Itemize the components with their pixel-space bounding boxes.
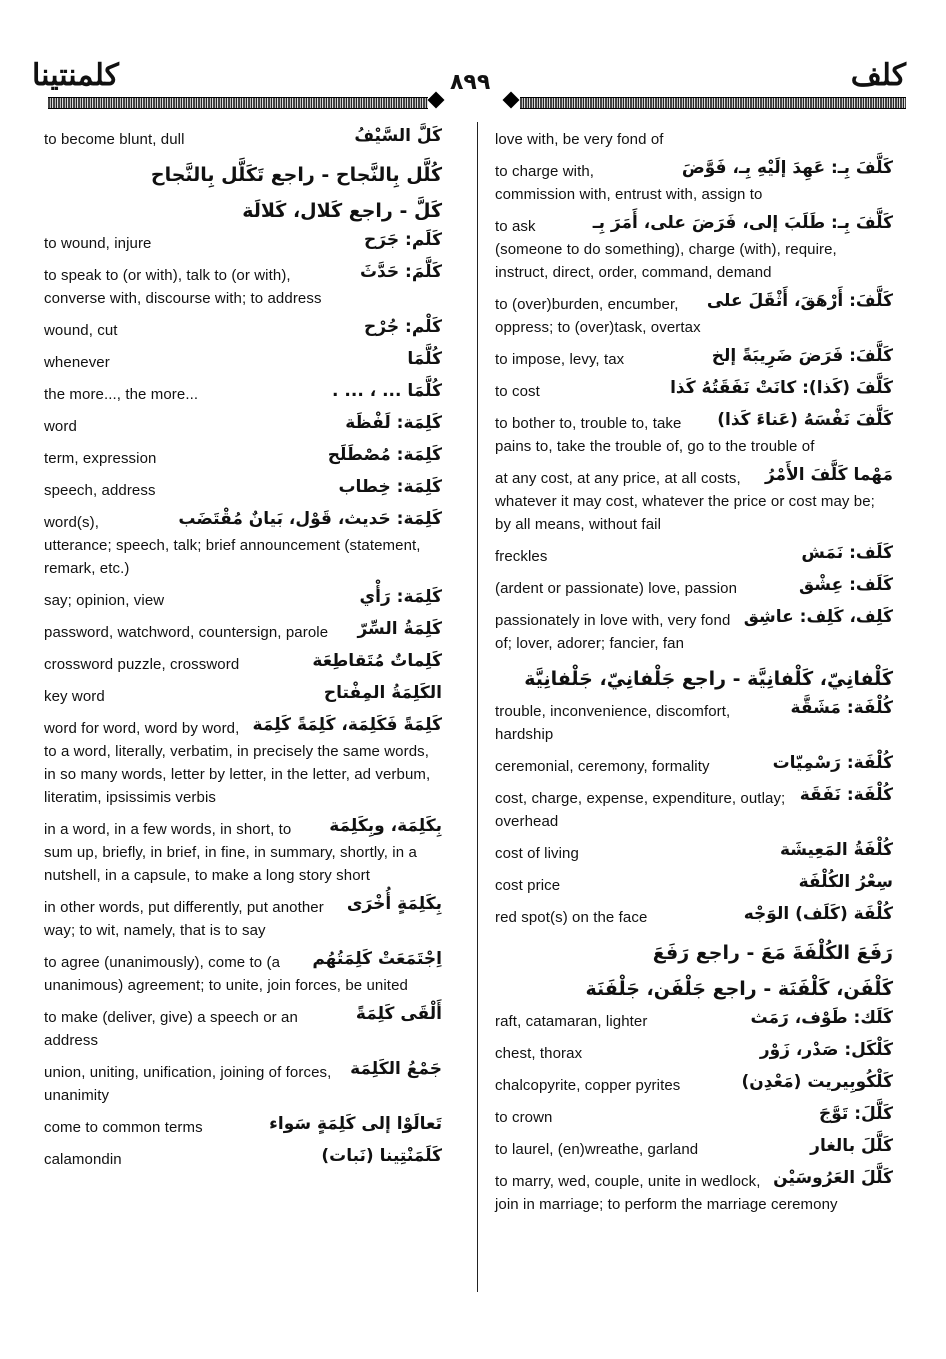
arabic-headword: كَلَّ السَّيْفُ: [350, 125, 442, 148]
arabic-headword: تَعالَوْا إلى كَلِمَةٍ سَواء: [265, 1113, 442, 1136]
dictionary-entry: [495, 128, 893, 151]
page-number: ٨٩٩: [450, 70, 491, 95]
arabic-headword: كَلْم: جُرْح: [360, 316, 442, 339]
english-definition: love with, be very fond of: [495, 131, 664, 148]
english-definition: to cost: [495, 383, 540, 400]
english-definition: key word: [44, 688, 105, 705]
dictionary-entry: [44, 951, 442, 997]
english-definition: cost, charge, expense, expenditure, outlay; overhead: [495, 790, 786, 830]
arabic-headword: كَلِمَةُ السِّرّ: [353, 618, 442, 641]
english-definition: trouble, inconvenience, discomfort, hardship: [495, 703, 731, 743]
english-definition: freckles: [495, 548, 548, 565]
header-rule-right: [520, 97, 906, 109]
english-definition: cost price: [495, 877, 561, 894]
english-definition: chalcopyrite, copper pyrites: [495, 1077, 681, 1094]
dictionary-entry: [495, 293, 893, 339]
arabic-headword: كَلَّلَ: تَوَّجَ: [815, 1103, 893, 1126]
arabic-headword: كَلَم: جَرَح: [360, 229, 442, 252]
english-definition: to ask (someone to do something), charge (with), require, instruct, direct, order, command, demand: [495, 218, 837, 281]
english-definition: to charge with, commission with, entrust with, assign to: [495, 163, 763, 203]
left-column: [44, 128, 442, 1180]
dictionary-entry: [495, 1074, 893, 1097]
english-definition: calamondin: [44, 1151, 122, 1168]
english-definition: to speak to (or with), talk to (or with), converse with, discourse with; to address: [44, 267, 322, 307]
dictionary-entry: [495, 380, 893, 403]
english-definition: whenever: [44, 354, 110, 371]
right-column: [495, 128, 893, 1225]
dictionary-entry: [495, 1138, 893, 1161]
arabic-cross-reference: كَلَّ - راجع كَلال، كَلالَة: [242, 200, 442, 222]
arabic-headword: كُلْفَة: مَشَقَّة: [787, 697, 893, 720]
arabic-headword: كَلِمَةً فَكَلِمَة، كَلِمَةً كَلِمَة: [249, 714, 442, 737]
arabic-headword: بِكَلِمَة، وبِكَلِمَة: [325, 815, 442, 838]
arabic-headword: كُلْفَةُ المَعِيشَة: [776, 839, 893, 862]
arabic-headword: كُلْفَة: نَفَقَة: [796, 784, 893, 807]
header-rule-left: [48, 97, 428, 109]
arabic-headword: كُلْفَة: رَسْمِيّات: [769, 752, 893, 775]
english-definition: the more..., the more...: [44, 386, 199, 403]
arabic-headword: كَلْكَل: صَدْر، زَوْر: [756, 1039, 893, 1062]
arabic-headword: كُلْفَة (كَلَف) الوَجْه: [740, 903, 893, 926]
arabic-headword: كَلِف، كَلِف: عاشِق: [740, 606, 893, 629]
english-definition: (ardent or passionate) love, passion: [495, 580, 738, 597]
rule-diamond-ornament: [428, 92, 445, 109]
arabic-headword: كَلِمَة: رَأْي: [356, 586, 442, 609]
arabic-headword: كَلَك: طَوْف، رَمَث: [747, 1007, 893, 1030]
dictionary-entry: [495, 467, 893, 536]
arabic-cross-reference: كَلْفَن، كَلْفَنَة - راجع جَلْفَن، جَلْفَنَة: [585, 978, 893, 1000]
dictionary-entry: [44, 1116, 442, 1139]
arabic-headword: كَلِمَة: مُصْطَلَح: [324, 444, 442, 467]
dictionary-entry: [44, 128, 442, 151]
running-head-right: كلف: [850, 58, 906, 93]
dictionary-entry: [44, 818, 442, 887]
dictionary-entry: [495, 215, 893, 284]
arabic-headword: كُلَّمَا ... ، ... .: [328, 380, 442, 403]
dictionary-entry: [44, 264, 442, 310]
dictionary-entry: [495, 348, 893, 371]
english-definition: to bother to, trouble to, take pains to, take the trouble of, go to the trouble of: [495, 415, 815, 455]
english-definition: say; opinion, view: [44, 592, 165, 609]
dictionary-entry: [44, 479, 442, 502]
arabic-headword: كَلْكُوبِيريت (مَعْدِن): [737, 1071, 893, 1094]
arabic-headword: كَلَّفَ (كَذا): كانَتْ نَفَقَتُهُ كَذا: [666, 377, 893, 400]
dictionary-entry: [44, 717, 442, 809]
dictionary-entry: [44, 383, 442, 406]
english-definition: to wound, injure: [44, 235, 152, 252]
arabic-headword: كَلَّلَ بالغار: [806, 1135, 893, 1158]
arabic-cross-reference: كُلَّل بِالنَّجاح - راجع تَكَلَّل بِالنَّجاح: [150, 164, 442, 186]
dictionary-entry: [44, 415, 442, 438]
english-definition: wound, cut: [44, 322, 118, 339]
arabic-headword: بِكَلِمَةٍ أُخْرَى: [343, 893, 442, 916]
english-definition: to laurel, (en)wreathe, garland: [495, 1141, 699, 1158]
arabic-headword: سِعْرُ الكُلْفَة: [795, 871, 893, 894]
dictionary-entry: [495, 1170, 893, 1216]
arabic-headword: كَلَّمَ: حَدَّثَ: [356, 261, 442, 284]
dictionary-entry: [495, 1010, 893, 1033]
dictionary-entry: [44, 351, 442, 374]
arabic-headword: كَلِمَة: لَفْظَة: [341, 412, 442, 435]
dictionary-entry: [495, 1042, 893, 1065]
arabic-cross-reference: رَفَعَ الكُلْفَةَ مَعَ - راجع رَفَعَ: [652, 942, 893, 964]
english-definition: word: [44, 418, 77, 435]
dictionary-entry: [495, 842, 893, 865]
dictionary-entry: [495, 874, 893, 897]
arabic-headword: كَلَّفَ بِـ: طَلَبَ إلى، فَرَضَ على، أَمَرَ بِـ: [589, 212, 893, 235]
dictionary-entry: [44, 511, 442, 580]
arabic-headword: اِجْتَمَعَتْ كَلِمَتُهُم: [308, 948, 442, 971]
english-definition: cost of living: [495, 845, 579, 862]
rule-diamond-ornament: [503, 92, 520, 109]
dictionary-entry: [495, 412, 893, 458]
arabic-cross-reference: كَلْفانِيّ، كَلْفانِيَّة - راجع جَلْفانِيّ، جَلْفانِيَّة: [524, 668, 893, 690]
arabic-headword: كَلِمَة: خِطاب: [334, 476, 442, 499]
english-definition: crossword puzzle, crossword: [44, 656, 240, 673]
arabic-headword: كَلَّفَ: فَرَضَ ضَرِيبَةً إلخ: [708, 345, 893, 368]
dictionary-entry: [495, 609, 893, 655]
arabic-headword: كَلَف: نَمَش: [797, 542, 893, 565]
arabic-headword: أَلْقَى كَلِمَةً: [352, 1003, 442, 1026]
english-definition: ceremonial, ceremony, formality: [495, 758, 710, 775]
arabic-headword: كَلِمَة: حَديث، قَوْل، بَيانٌ مُقْتَضَب: [174, 508, 442, 531]
dictionary-entry: [44, 621, 442, 644]
running-head-left: كلمنتينا: [32, 58, 119, 93]
english-definition: raft, catamaran, lighter: [495, 1013, 648, 1030]
arabic-headword: مَهْما كَلَّفَ الأَمْرُ: [761, 464, 893, 487]
column-divider: [477, 122, 478, 1292]
english-definition: union, uniting, unification, joining of forces, unanimity: [44, 1064, 332, 1104]
dictionary-entry: [44, 1006, 442, 1052]
english-definition: red spot(s) on the face: [495, 909, 648, 926]
english-definition: to marry, wed, couple, unite in wedlock, join in marriage; to perform the marriage ceremony: [495, 1173, 838, 1213]
dictionary-entry: [495, 160, 893, 206]
arabic-headword: كَلَّفَ نَفْسَهُ (عَناءَ كَذا): [713, 409, 893, 432]
english-definition: in other words, put differently, put another way; to wit, namely, that is to say: [44, 899, 324, 939]
arabic-headword: كَلِماتٌ مُتَقاطِعَة: [308, 650, 442, 673]
dictionary-entry: [495, 1106, 893, 1129]
english-definition: word(s), utterance; speech, talk; brief announcement (statement, remark, etc.): [44, 514, 421, 577]
english-definition: come to common terms: [44, 1119, 203, 1136]
dictionary-entry: [44, 685, 442, 708]
arabic-headword: كَلَّفَ: أَرْهَقَ، أَثْقَلَ على: [703, 290, 893, 313]
arabic-headword: كَلَّلَ العَرُوسَيْن: [769, 1167, 893, 1190]
dictionary-entry: [495, 755, 893, 778]
arabic-headword: جَمْعُ الكَلِمَة: [346, 1058, 442, 1081]
english-definition: word for word, word by word, to a word, literally, verbatim, in precisely the same words, in so many words, letter by letter, in the letter, ad verbum, literatim, ipsissimis verbis: [44, 720, 431, 806]
english-definition: term, expression: [44, 450, 157, 467]
english-definition: chest, thorax: [495, 1045, 583, 1062]
english-definition: to become blunt, dull: [44, 131, 185, 148]
dictionary-entry: [495, 577, 893, 600]
dictionary-entry: [44, 1148, 442, 1171]
english-definition: to crown: [495, 1109, 553, 1126]
english-definition: passionately in love with, very fond of; lover, adorer; fancier, fan: [495, 612, 731, 652]
dictionary-entry: [44, 232, 442, 255]
english-definition: at any cost, at any price, at all costs, whatever it may cost, whatever the price or cost may be; by all means, without fail: [495, 470, 875, 533]
arabic-headword: كَلَّفَ بِـ: عَهِدَ إلَيْهِ بِـ، فَوَّضَ: [678, 157, 893, 180]
english-definition: to agree (unanimously), come to (a unanimous) agreement; to unite, join forces, be united: [44, 954, 408, 994]
dictionary-entry: [44, 1061, 442, 1107]
dictionary-entry: [44, 319, 442, 342]
dictionary-entry: [495, 545, 893, 568]
arabic-headword: كَلَمَنْتِينا (نَبات): [317, 1145, 442, 1168]
english-definition: password, watchword, countersign, parole: [44, 624, 329, 641]
dictionary-entry: [495, 906, 893, 929]
arabic-headword: كُلَّمَا: [403, 348, 442, 371]
arabic-headword: كَلَف: عِشْق: [795, 574, 893, 597]
dictionary-entry: [495, 787, 893, 833]
english-definition: to (over)burden, encumber, oppress; to (over)task, overtax: [495, 296, 701, 336]
english-definition: speech, address: [44, 482, 156, 499]
dictionary-entry: [44, 589, 442, 612]
dictionary-entry: [44, 896, 442, 942]
english-definition: to make (deliver, give) a speech or an address: [44, 1009, 298, 1049]
dictionary-entry: [44, 653, 442, 676]
dictionary-entry: [495, 700, 893, 746]
arabic-headword: الكَلِمَةُ المِفْتاح: [320, 682, 442, 705]
english-definition: to impose, levy, tax: [495, 351, 625, 368]
english-definition: in a word, in a few words, in short, to sum up, briefly, in brief, in fine, in summary, shortly, in a nutshell, in a capsule, to make a long story short: [44, 821, 417, 884]
dictionary-entry: [44, 447, 442, 470]
